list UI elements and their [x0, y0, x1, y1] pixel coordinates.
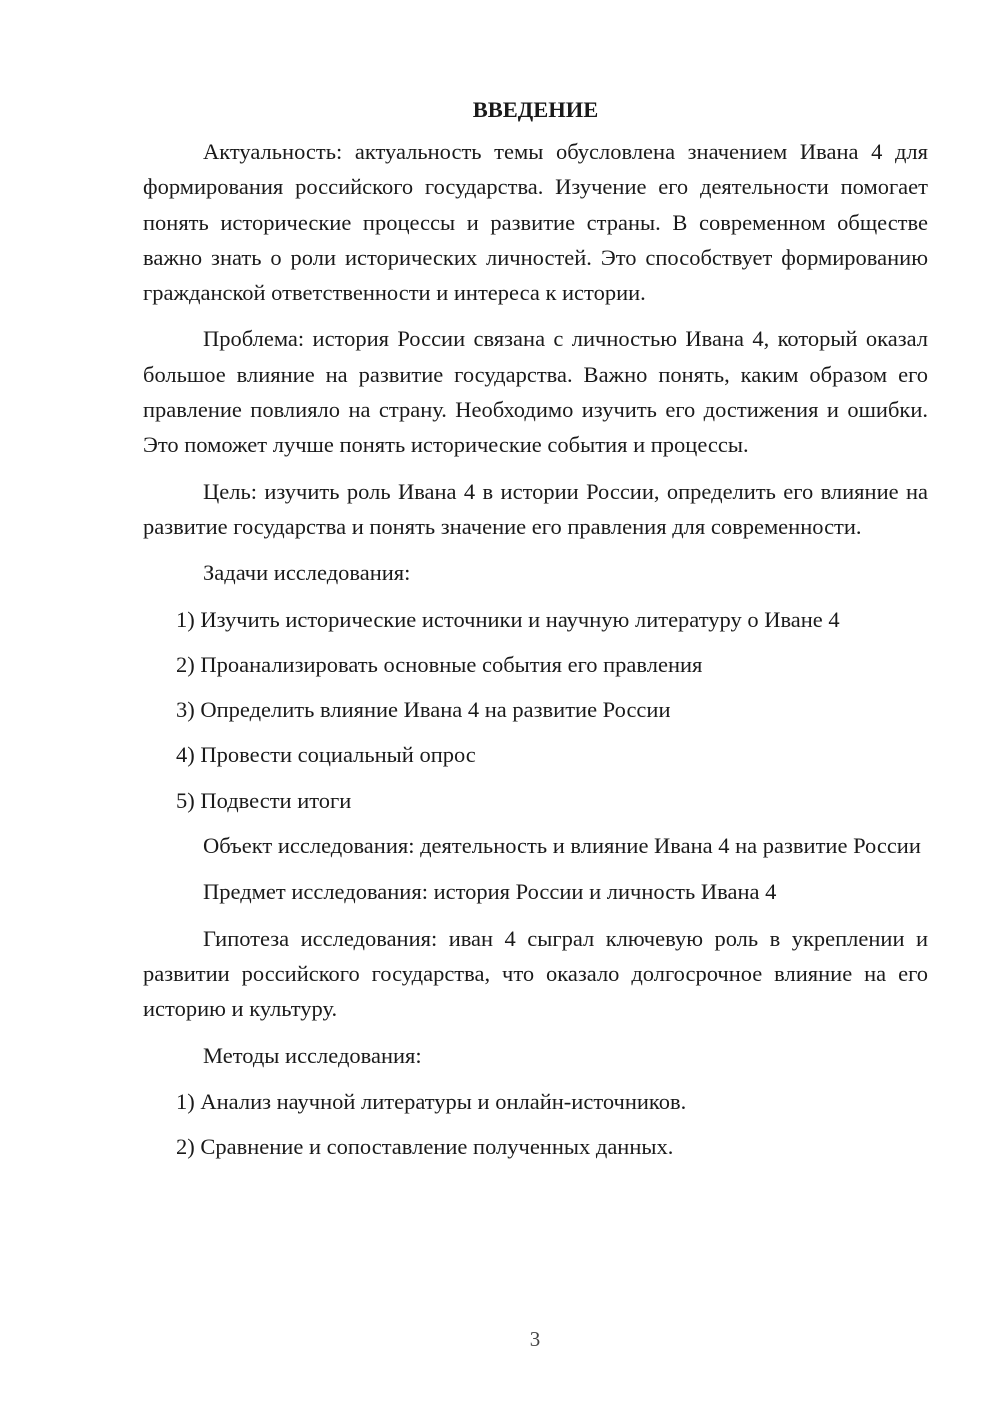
- tasks-list: [143, 602, 928, 818]
- problem-paragraph: Проблема: история России связана с личностью Ивана 4, который оказал большое влияние на развитие государства. Важно понять, каким образом его правление повлияло на страну. Необходимо изучить его достижения и ошибки. Это поможет лучше понять исторические события и процессы.: [143, 326, 928, 458]
- list-item: 2) Проанализировать основные события его правления: [176, 651, 703, 677]
- list-item: 5) Подвести итоги: [176, 787, 352, 813]
- hypothesis-paragraph: Гипотеза исследования: иван 4 сыграл ключевую роль в укреплении и развитии российского государства, что оказало долгосрочное влияние на его историю и культуру.: [143, 925, 928, 1022]
- list-item: 3) Определить влияние Ивана 4 на развитие России: [176, 697, 671, 723]
- goal-paragraph: Цель: изучить роль Ивана 4 в истории России, определить его влияние на развитие государства и понять значение его правления для современности.: [143, 478, 928, 539]
- page-number: 3: [529, 1327, 541, 1351]
- tasks-heading: Задачи исследования:: [203, 560, 411, 586]
- object-paragraph: Объект исследования: деятельность и влияние Ивана 4 на развитие России: [203, 833, 921, 859]
- methods-heading: Методы исследования:: [203, 1042, 422, 1068]
- subject-paragraph: Предмет исследования: история России и личность Ивана 4: [203, 879, 777, 905]
- relevance-paragraph: Актуальность: актуальность темы обусловлена значением Ивана 4 для формирования российского государства. Изучение его деятельности помогает понять исторические процессы и развитие страны. В современном обществе важно знать о роли исторических личностей. Это способствует формированию гражданской ответственности и интереса к истории.: [143, 139, 928, 306]
- list-item: 1) Изучить исторические источники и научную литературу о Иване 4: [176, 606, 840, 632]
- list-item: 4) Провести социальный опрос: [176, 742, 476, 768]
- methods-list: [143, 1084, 928, 1165]
- list-item: 1) Анализ научной литературы и онлайн-источников.: [176, 1088, 687, 1114]
- list-item: 2) Сравнение и сопоставление полученных данных.: [176, 1134, 674, 1160]
- document-title: ВВЕДЕНИЕ: [472, 97, 599, 122]
- document-page: [143, 92, 928, 1174]
